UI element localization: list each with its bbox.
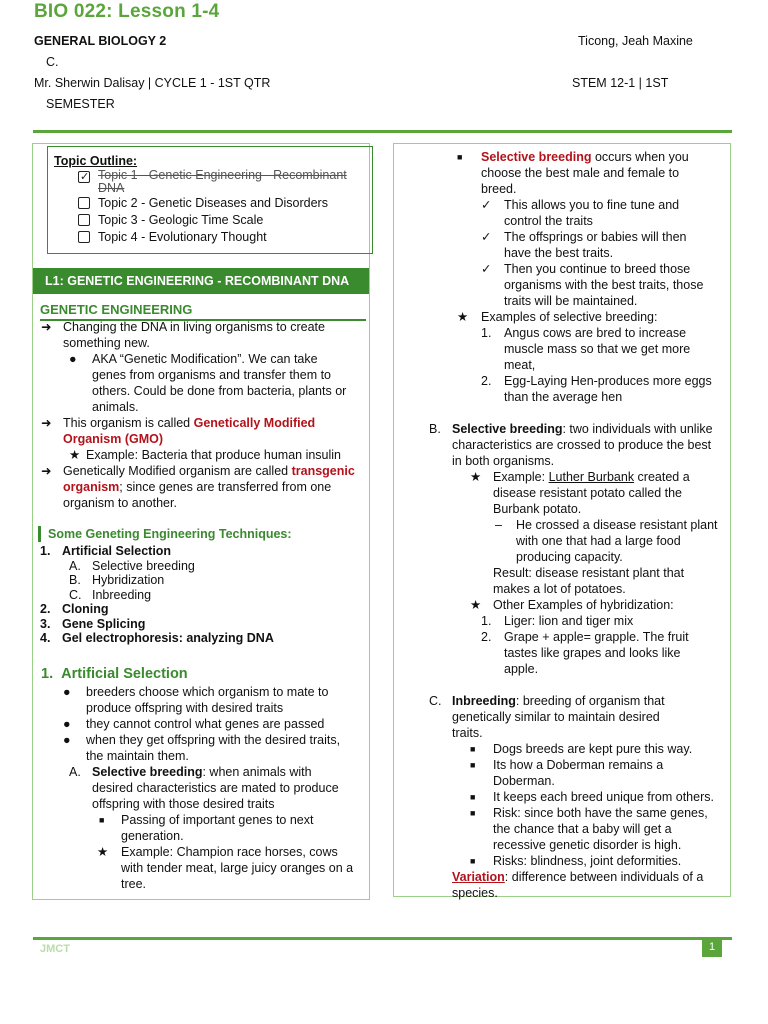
list-item: ■ It keeps each breed unique from others. <box>470 790 714 804</box>
list-item: ■ Risks: blindness, joint deformities. <box>470 854 682 868</box>
list-item: ■ Passing of important genes to next generation. <box>99 813 314 843</box>
square-bullet-icon: ■ <box>470 760 476 770</box>
left-column <box>32 143 370 900</box>
topic-item-label: Topic 1 - Genetic Engineering - Recombinant DNA <box>98 168 347 195</box>
section-heading: GENETIC ENGINEERING <box>40 302 366 321</box>
list-item: ● when they get offspring with the desired traits, the maintain them. <box>63 733 341 763</box>
square-bullet-icon: ■ <box>470 808 476 818</box>
right-column-content <box>393 149 731 901</box>
topic-outline <box>47 146 373 254</box>
list-item: ➜ This organism is called Genetically Modified Organism (GMO) <box>41 416 316 446</box>
checkmark-icon: ✓ <box>481 262 492 276</box>
semester-line: SEMESTER <box>46 97 115 111</box>
list-item: B. Selective breeding: two individuals with unlike characteristics are crossed to produce the best in both organisms. <box>429 422 713 468</box>
list-item: ➜ Changing the DNA in living organisms to create something new. <box>41 320 325 350</box>
lesson-banner: L1: GENETIC ENGINEERING - RECOMBINANT DNA <box>33 268 369 294</box>
topic-outline-title: Topic Outline: <box>54 154 138 168</box>
list-item: 3. Gene Splicing <box>40 616 146 631</box>
checkmark-icon: ✓ <box>481 230 492 244</box>
square-bullet-icon: ■ <box>470 856 476 866</box>
list-item: C. Inbreeding <box>69 587 152 602</box>
list-item: ★ Example: Bacteria that produce human insulin <box>69 448 342 462</box>
square-bullet-icon: ■ <box>470 792 476 802</box>
dot-bullet-icon: ● <box>63 717 71 731</box>
dash-bullet-icon: – <box>495 518 502 532</box>
techniques-heading: Some Geneting Engineering Techniques: <box>38 526 358 542</box>
list-item: ★ Example: Champion race horses, cows with tender meat, large juicy oranges on a tree. <box>97 845 354 891</box>
list-item: ✓ This allows you to fine tune and control the traits <box>481 198 680 228</box>
page-number: 1 <box>702 937 722 957</box>
dot-bullet-icon: ● <box>63 733 71 747</box>
list-item: ● they cannot control what genes are passed <box>63 717 325 731</box>
list-item: ■ Dogs breeds are kept pure this way. <box>470 742 693 756</box>
checkmark-icon: ✓ <box>481 198 492 212</box>
artificial-selection-heading: 1. Artificial Selection <box>41 666 188 682</box>
list-item: B. Hybridization <box>69 573 165 587</box>
list-item: 1. Liger: lion and tiger mix <box>481 614 634 628</box>
footer-divider <box>33 937 732 940</box>
topic-item-label: Topic 3 - Geologic Time Scale <box>98 213 264 227</box>
document-title: BIO 022: Lesson 1-4 <box>34 1 220 22</box>
list-item: 4. Gel electrophoresis: analyzing DNA <box>40 631 274 645</box>
star-bullet-icon: ★ <box>470 598 482 612</box>
arrow-bullet-icon: ➜ <box>41 464 52 478</box>
dot-bullet-icon: ● <box>69 352 77 366</box>
topic-item-2[interactable] <box>54 195 366 212</box>
checkbox-icon[interactable] <box>78 231 90 243</box>
list-item: ➜ Genetically Modified organism are called transgenic organism; since genes are transferred from one organism to another. <box>41 464 355 510</box>
header-divider <box>33 130 732 133</box>
list-item: Result: disease resistant plant that makes a lot of potatoes. <box>493 566 685 596</box>
square-bullet-icon: ■ <box>457 152 463 162</box>
checked-checkbox-icon[interactable] <box>78 171 90 183</box>
list-item: ★ Other Examples of hybridization: <box>470 598 674 612</box>
list-item: 1. Angus cows are bred to increase muscle mass so that we get more meat, <box>481 326 691 372</box>
checkbox-icon[interactable] <box>78 197 90 209</box>
star-bullet-icon: ★ <box>457 310 469 324</box>
list-item: – He crossed a disease resistant plant with one that had a large food producing capacity. <box>495 518 718 564</box>
topic-item-label: Topic 2 - Genetic Diseases and Disorders <box>98 196 328 210</box>
list-item: A. Selective breeding: when animals with desired characteristics are mated to produce offspring with those desired traits <box>69 765 339 811</box>
list-item: 1. Artificial Selection <box>40 544 172 558</box>
list-item: C. Inbreeding: breeding of organism that genetically similar to maintain desired traits. <box>429 694 665 740</box>
topic-item-3[interactable] <box>54 212 366 229</box>
topic-item-1[interactable] <box>54 169 366 195</box>
star-bullet-icon: ★ <box>69 448 81 462</box>
square-bullet-icon: ■ <box>99 815 105 825</box>
student-name-initial: C. <box>46 55 59 69</box>
arrow-bullet-icon: ➜ <box>41 416 52 430</box>
artificial-selection-list <box>33 684 369 892</box>
star-bullet-icon: ★ <box>470 470 482 484</box>
list-item: 2. Cloning <box>40 602 109 616</box>
topic-item-label: Topic 4 - Evolutionary Thought <box>98 230 267 244</box>
footer-initials: JMCT <box>40 943 70 955</box>
teacher-line: Mr. Sherwin Dalisay | CYCLE 1 - 1ST QTR <box>34 76 271 90</box>
list-item: ★ Examples of selective breeding: <box>457 310 658 324</box>
topic-item-4[interactable] <box>54 229 366 246</box>
list-item: A. Selective breeding <box>69 558 195 573</box>
section-line: STEM 12-1 | 1ST <box>572 76 669 90</box>
list-item: ■ Selective breeding occurs when you choose the best male and female to breed. <box>457 150 689 196</box>
list-item: ■ Its how a Doberman remains a Doberman. <box>470 758 664 788</box>
list-item: 2. Egg-Laying Hen-produces more eggs than the average hen <box>481 374 712 404</box>
techniques-list <box>33 544 369 646</box>
arrow-bullet-icon: ➜ <box>41 320 52 334</box>
list-item: ✓ The offsprings or babies will then have the best traits. <box>481 230 687 260</box>
student-name: Ticong, Jeah Maxine <box>578 34 693 48</box>
subject-name: GENERAL BIOLOGY 2 <box>34 34 167 48</box>
star-bullet-icon: ★ <box>97 845 109 859</box>
square-bullet-icon: ■ <box>470 744 476 754</box>
list-item: 2. Grape + apple= grapple. The fruit tastes like grapes and looks like apple. <box>481 630 689 676</box>
genetic-engineering-list <box>33 319 369 511</box>
dot-bullet-icon: ● <box>63 685 71 699</box>
list-item: ● breeders choose which organism to mate to produce offspring with desired traits <box>63 685 329 715</box>
variation-definition: Variation: difference between individuals of a species. <box>452 870 704 900</box>
checkbox-icon[interactable] <box>78 214 90 226</box>
list-item: ● AKA “Genetic Modification”. We can take genes from organisms and transfer them to others. Could be done from bacteria, plants or animals. <box>69 352 347 414</box>
list-item: ★ Example: Luther Burbank created a disease resistant potato called the Burbank potato. <box>470 470 690 516</box>
list-item: ✓ Then you continue to breed those organisms with the best traits, those traits will be maintained. <box>481 262 704 308</box>
list-item: ■ Risk: since both have the same genes, the chance that a baby will get a recessive genetic disorder is high. <box>470 806 708 852</box>
